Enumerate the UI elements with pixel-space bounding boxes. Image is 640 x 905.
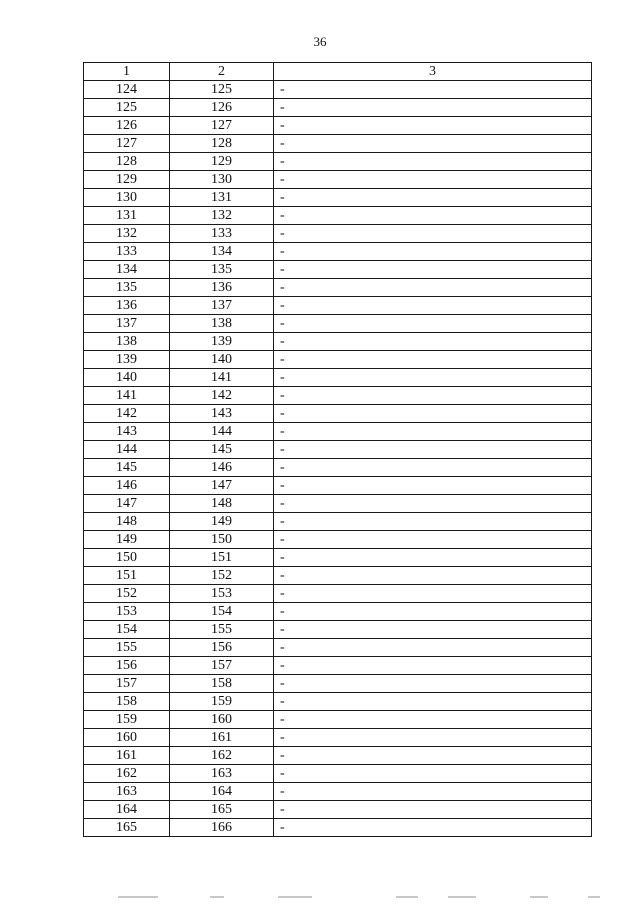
table-row [84,513,592,531]
table-cell-col-2: 151 [170,549,274,567]
table-cell-col-1: 134 [84,261,170,279]
table-cell-col-1: 131 [84,207,170,225]
table-row [84,477,592,495]
table-row [84,423,592,441]
table-cell-col-3: - [274,81,592,99]
table-cell-col-3: - [274,225,592,243]
table-row [84,189,592,207]
table-cell-col-2: 133 [170,225,274,243]
table-cell-col-2: 147 [170,477,274,495]
table-row [84,675,592,693]
table-cell-col-3: - [274,603,592,621]
table-header [84,63,592,81]
table-cell-col-3: - [274,441,592,459]
scan-artifacts [110,896,620,899]
table-cell-col-2: 149 [170,513,274,531]
table-row [84,765,592,783]
table-cell-col-3: - [274,657,592,675]
table-cell-col-1: 156 [84,657,170,675]
table-cell-col-3: - [274,747,592,765]
table-row [84,783,592,801]
table-cell-col-3: - [274,171,592,189]
table-cell-col-1: 163 [84,783,170,801]
table-cell-col-1: 136 [84,297,170,315]
table-cell-col-3: - [274,279,592,297]
table-cell-col-1: 154 [84,621,170,639]
table-row [84,117,592,135]
table-cell-col-3: - [274,513,592,531]
table-row [84,297,592,315]
column-header-1: 1 [84,63,170,81]
table-row [84,387,592,405]
table-cell-col-3: - [274,639,592,657]
table-cell-col-1: 148 [84,513,170,531]
table-cell-col-3: - [274,567,592,585]
table-cell-col-1: 147 [84,495,170,513]
table-cell-col-1: 129 [84,171,170,189]
column-header-2: 2 [170,63,274,81]
table-row [84,567,592,585]
table-cell-col-2: 156 [170,639,274,657]
table-cell-col-3: - [274,333,592,351]
table-cell-col-2: 164 [170,783,274,801]
table-cell-col-1: 133 [84,243,170,261]
table-cell-col-2: 131 [170,189,274,207]
table-cell-col-2: 126 [170,99,274,117]
table-cell-col-1: 135 [84,279,170,297]
table-cell-col-1: 149 [84,531,170,549]
table-row [84,405,592,423]
column-header-3: 3 [274,63,592,81]
table-cell-col-2: 155 [170,621,274,639]
table-cell-col-1: 127 [84,135,170,153]
table-row [84,747,592,765]
table-cell-col-3: - [274,801,592,819]
table-cell-col-3: - [274,423,592,441]
table-row [84,135,592,153]
table-cell-col-2: 166 [170,819,274,837]
table-cell-col-2: 163 [170,765,274,783]
table-cell-col-2: 139 [170,333,274,351]
table-cell-col-1: 141 [84,387,170,405]
table-cell-col-2: 146 [170,459,274,477]
table-cell-col-1: 139 [84,351,170,369]
table-cell-col-1: 142 [84,405,170,423]
table-row [84,153,592,171]
table-cell-col-1: 162 [84,765,170,783]
table-cell-col-3: - [274,153,592,171]
table-row [84,729,592,747]
table-cell-col-3: - [274,189,592,207]
table-row [84,711,592,729]
table-row [84,369,592,387]
table-cell-col-1: 132 [84,225,170,243]
table-cell-col-1: 153 [84,603,170,621]
header-row [84,63,592,81]
table-row [84,225,592,243]
table-cell-col-3: - [274,531,592,549]
table-cell-col-3: - [274,135,592,153]
table-cell-col-1: 161 [84,747,170,765]
table-cell-col-2: 143 [170,405,274,423]
table-cell-col-2: 158 [170,675,274,693]
table-cell-col-3: - [274,459,592,477]
table-row [84,639,592,657]
table-cell-col-1: 144 [84,441,170,459]
table-cell-col-3: - [274,315,592,333]
table-cell-col-1: 138 [84,333,170,351]
table-row [84,621,592,639]
table-row [84,279,592,297]
table-cell-col-3: - [274,711,592,729]
table-cell-col-2: 154 [170,603,274,621]
table-row [84,693,592,711]
table-row [84,585,592,603]
table-row [84,441,592,459]
table-cell-col-1: 137 [84,315,170,333]
table-cell-col-2: 153 [170,585,274,603]
table-cell-col-3: - [274,585,592,603]
table-cell-col-1: 128 [84,153,170,171]
table-cell-col-1: 157 [84,675,170,693]
table-cell-col-2: 142 [170,387,274,405]
table-cell-col-2: 160 [170,711,274,729]
table-cell-col-1: 158 [84,693,170,711]
table-cell-col-2: 165 [170,801,274,819]
table-cell-col-1: 146 [84,477,170,495]
table-cell-col-2: 130 [170,171,274,189]
table-body [84,81,592,837]
table-row [84,99,592,117]
table-cell-col-3: - [274,783,592,801]
table-cell-col-3: - [274,243,592,261]
table-cell-col-3: - [274,819,592,837]
table-cell-col-2: 157 [170,657,274,675]
table-cell-col-3: - [274,549,592,567]
table-cell-col-1: 164 [84,801,170,819]
table-row [84,171,592,189]
table-row [84,459,592,477]
table-row [84,801,592,819]
table-cell-col-1: 145 [84,459,170,477]
table-cell-col-1: 165 [84,819,170,837]
table-cell-col-1: 159 [84,711,170,729]
data-table [83,62,592,837]
table-cell-col-2: 136 [170,279,274,297]
table-cell-col-3: - [274,477,592,495]
table-row [84,657,592,675]
table-cell-col-2: 128 [170,135,274,153]
table-row [84,243,592,261]
table-row [84,549,592,567]
table-cell-col-3: - [274,495,592,513]
table-row [84,819,592,837]
table-cell-col-3: - [274,261,592,279]
table-cell-col-3: - [274,117,592,135]
table-cell-col-1: 155 [84,639,170,657]
table-cell-col-3: - [274,729,592,747]
table-cell-col-3: - [274,351,592,369]
table-cell-col-3: - [274,675,592,693]
table-cell-col-3: - [274,405,592,423]
table-cell-col-3: - [274,621,592,639]
table-cell-col-2: 140 [170,351,274,369]
table-cell-col-2: 134 [170,243,274,261]
table-cell-col-2: 127 [170,117,274,135]
table-cell-col-2: 145 [170,441,274,459]
table-cell-col-1: 140 [84,369,170,387]
table-row [84,81,592,99]
table-cell-col-2: 135 [170,261,274,279]
table-cell-col-1: 130 [84,189,170,207]
table-cell-col-2: 132 [170,207,274,225]
table-row [84,603,592,621]
table-row [84,315,592,333]
table-cell-col-1: 125 [84,99,170,117]
table-cell-col-1: 151 [84,567,170,585]
page-number: 36 [313,34,327,49]
table-row [84,351,592,369]
table-cell-col-2: 129 [170,153,274,171]
table-cell-col-2: 152 [170,567,274,585]
table-row [84,207,592,225]
table-cell-col-2: 161 [170,729,274,747]
table-cell-col-1: 126 [84,117,170,135]
table-cell-col-2: 144 [170,423,274,441]
table-row [84,495,592,513]
table-cell-col-1: 150 [84,549,170,567]
table-cell-col-3: - [274,297,592,315]
table-cell-col-3: - [274,693,592,711]
table-cell-col-2: 148 [170,495,274,513]
table-cell-col-1: 124 [84,81,170,99]
table-cell-col-2: 159 [170,693,274,711]
table-cell-col-3: - [274,369,592,387]
table-cell-col-1: 143 [84,423,170,441]
table-cell-col-2: 141 [170,369,274,387]
table-cell-col-1: 160 [84,729,170,747]
table-row [84,261,592,279]
table-cell-col-3: - [274,765,592,783]
table-row [84,333,592,351]
table-cell-col-3: - [274,207,592,225]
table-cell-col-2: 162 [170,747,274,765]
table-cell-col-3: - [274,99,592,117]
table-cell-col-2: 150 [170,531,274,549]
table-cell-col-3: - [274,387,592,405]
table-row [84,531,592,549]
table-cell-col-2: 137 [170,297,274,315]
table-cell-col-1: 152 [84,585,170,603]
table-cell-col-2: 125 [170,81,274,99]
table-cell-col-2: 138 [170,315,274,333]
